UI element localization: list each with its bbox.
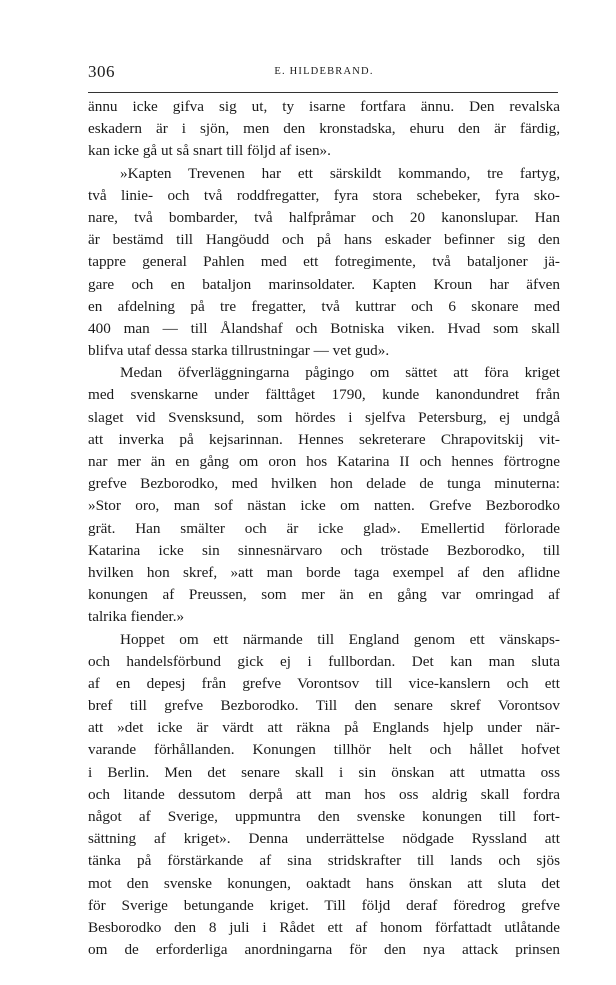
text-line: är bestämd till Hangöudd och på hans eskader befinner sig den — [88, 231, 560, 249]
text-line: mot den svenske konungen, oaktadt hans önskan att sluta det — [88, 874, 560, 892]
text-line: hvilken hon skref, »att man borde taga exempel af den aflidne — [88, 563, 560, 581]
text-line: och handelsförbund gick ej i fullbordan. Det kan man sluta — [88, 652, 560, 670]
text-line: ännu icke gifva sig ut, ty isarne fortfara ännu. Den revalska — [88, 98, 560, 115]
page-header — [88, 62, 560, 86]
text-line: kan icke gå ut så snart till följd af isen». — [88, 142, 331, 160]
paragraph — [88, 362, 560, 628]
text-line: i Berlin. Men det senare skall i sin önskan att utmatta oss — [88, 763, 560, 781]
text-line: Katarina icke sin sinnesnärvaro och tröstade Bezborodko, till — [88, 541, 560, 559]
text-line: Medan öfverläggningarna pågingo om sättet att föra kriget — [120, 364, 560, 382]
text-line: något af Sverige, uppmuntra den svenske konungen till fort- — [88, 808, 560, 825]
text-line: Besborodko den 8 juli i Rådet ett af honom författadt utlåtande — [88, 918, 560, 936]
text-line: bref till grefve Bezborodko. Till den senare skref Vorontsov — [88, 697, 560, 715]
text-line: »Stor oro, man sof nästan icke om natten. Grefve Bezborodko — [88, 497, 560, 515]
text-line: blifva utaf dessa starka tillrustningar — vet gud». — [88, 342, 390, 360]
paragraph — [88, 163, 560, 363]
text-line: tänka på förstärkande af sina stridskrafter till lands och sjös — [88, 852, 560, 870]
text-line: att inverka på kejsarinnan. Hennes sekreterare Chrapovitskij vit- — [88, 430, 560, 448]
text-line: slaget vid Svensksund, som hördes i sjelfva Petersburg, ej undgå — [88, 408, 560, 426]
text-line: en afdelning på tre fregatter, två kuttrar och 6 skonare med — [88, 297, 560, 315]
text-line: för Sverige betungande kriget. Till följd deraf föredrog grefve — [88, 896, 560, 914]
text-line: tappre general Pahlen med ett fotregimente, två bataljoner jä- — [88, 253, 560, 271]
text-line: af en depesj från grefve Vorontsov till vice-kanslern och ett — [88, 674, 560, 692]
paragraph — [88, 96, 560, 163]
text-line: grät. Han smälter och är icke glad». Emellertid förlorade — [88, 519, 560, 537]
text-line: om de erforderliga anordningarna för den nya attack prinsen — [88, 941, 560, 959]
text-line: gare och en bataljon marinsoldater. Kapten Kroun har äfven — [88, 275, 560, 293]
text-line: sättning af kriget». Denna underrättelse nödgade Ryssland att — [88, 830, 560, 848]
body-text — [88, 96, 560, 961]
paragraph — [88, 629, 560, 962]
text-line: varande förhållanden. Konungen tillhör helt och hållet hofvet — [88, 741, 560, 759]
text-line: Hoppet om ett närmande till England genom ett vänskaps- — [120, 630, 560, 648]
page-number: 306 — [88, 62, 115, 81]
text-line: och litande dessutom derpå att man hos oss aldrig skall fordra — [88, 785, 560, 803]
text-line: konungen af Preussen, som mer än en gång var omringad af — [88, 586, 560, 604]
text-line: nare, två bombarder, två halfpråmar och 20 kanonslupar. Han — [88, 208, 560, 226]
text-line: att »det icke är värdt att räkna på Englands hjelp under när- — [88, 719, 560, 737]
text-line: 400 man — till Ålandshaf och Botniska viken. Hvad som skall — [88, 319, 560, 337]
text-line: nar mer än en gång om oron hos Katarina II och hennes förtrogne — [88, 453, 560, 470]
text-line: grefve Bezborodko, med hvilken hon delade de tunga minuterna: — [88, 475, 560, 493]
text-line: med svenskarne under fälttåget 1790, kunde kanondundret från — [88, 386, 560, 404]
text-line: talrika fiender.» — [88, 608, 185, 626]
running-head: E. HILDEBRAND. — [274, 66, 374, 77]
text-line: eskadern är i sjön, men den kronstadska, ehuru den är färdig, — [88, 120, 560, 138]
header-rule — [88, 92, 558, 93]
text-line: »Kapten Trevenen har ett särskildt kommando, tre fartyg, — [120, 164, 560, 182]
text-line: två linie- och två roddfregatter, fyra stora schebeker, fyra sko- — [88, 186, 560, 204]
